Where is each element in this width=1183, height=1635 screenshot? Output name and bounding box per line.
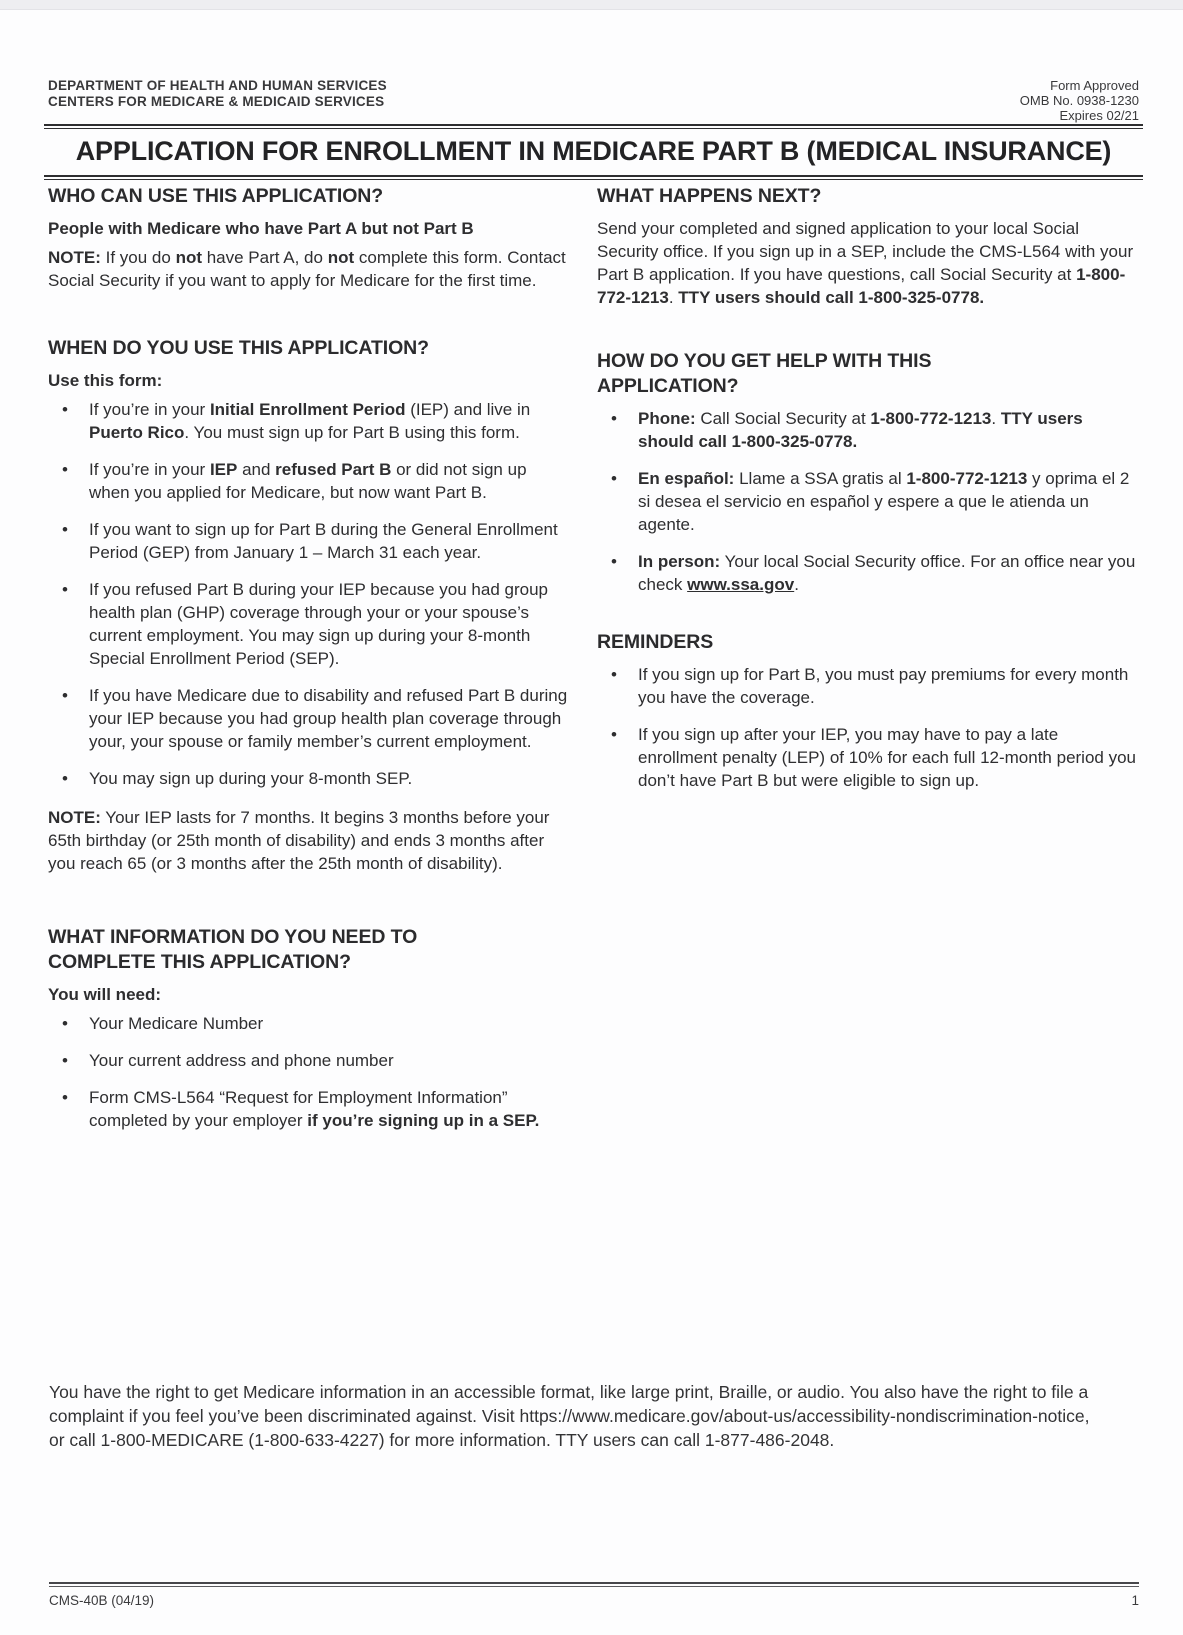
reminders-bullet-list (597, 663, 1141, 792)
section-help (597, 349, 1141, 596)
section-reminders (597, 630, 1141, 792)
right-column (597, 184, 1141, 1146)
bullet-item: • If you refused Part B during your IEP because you had group health plan (GHP) coverage through your or your spouse’s current employment. You may sign up during your 8-month Special Enrollment Period (SEP). (48, 578, 570, 670)
when-note-paragraph: NOTE: Your IEP lasts for 7 months. It begins 3 months before your 65th birthday (or 25th month of disability) and ends 3 months after you reach 65 (or 3 months after the 25th month of disability). (48, 808, 550, 873)
agency-line-1: DEPARTMENT OF HEALTH AND HUMAN SERVICES (48, 78, 387, 93)
who-note-paragraph: NOTE: If you do not have Part A, do not complete this form. Contact Social Security if you want to apply for Medicare for the first time. (48, 248, 566, 290)
title-band (44, 124, 1143, 180)
page-number: 1 (1131, 1593, 1139, 1608)
section-heading-reminders: REMINDERS (597, 631, 714, 653)
agency-block (48, 78, 387, 110)
omb-number-line: OMB No. 0938-1230 (1019, 93, 1139, 108)
help-bullet-list (597, 407, 1141, 596)
agency-line-2: CENTERS FOR MEDICARE & MEDICAID SERVICES (48, 94, 385, 109)
when-bullet-list (48, 398, 570, 790)
bullet-item: • In person: Your local Social Security office. For an office near you check www.ssa.gov. (597, 550, 1141, 596)
footer-row (49, 1593, 1139, 1608)
form-approved-line: Form Approved (1050, 78, 1139, 93)
title-rule-top (44, 124, 1143, 129)
bullet-item: • If you’re in your Initial Enrollment Period (IEP) and live in Puerto Rico. You must sign up for Part B using this form. (48, 398, 570, 444)
title-rule-bottom (44, 175, 1143, 180)
bullet-item: • Form CMS-L564 “Request for Employment Information” completed by your employer if you’re signing up in a SEP. (48, 1086, 570, 1132)
section-heading-help: HOW DO YOU GET HELP WITH THIS APPLICATION? (597, 350, 932, 397)
expires-line: Expires 02/21 (1059, 108, 1139, 123)
approval-block (1020, 78, 1139, 123)
bullet-item: • Your Medicare Number (48, 1012, 570, 1035)
section-when (48, 336, 570, 875)
bullet-item: • Your current address and phone number (48, 1049, 570, 1072)
footer-rule (49, 1582, 1139, 1587)
scanner-edge (0, 0, 1183, 10)
info-bullet-list (48, 1012, 570, 1132)
next-body-paragraph: Send your completed and signed application to your local Social Security office. If you sign up in a SEP, include the CMS-L564 with your Part B application. If you have questions, call Social Security at 1-800-772-1213. TTY users should call 1-800-325-0778. (597, 219, 1134, 307)
section-heading-when: WHEN DO YOU USE THIS APPLICATION? (48, 337, 429, 359)
bullet-item: • You may sign up during your 8-month SEP. (48, 767, 570, 790)
section-heading-info: WHAT INFORMATION DO YOU NEED TO COMPLETE THIS APPLICATION? (48, 926, 418, 973)
left-column (48, 184, 570, 1146)
columns (48, 184, 1141, 1146)
page-title: APPLICATION FOR ENROLLMENT IN MEDICARE PART B (MEDICAL INSURANCE) (75, 136, 1112, 166)
section-info (48, 925, 570, 1132)
bullet-item: • En español: Llame a SSA gratis al 1-800-772-1213 y oprima el 2 si desea el servicio en español y espere a que le atienda un agente. (597, 467, 1141, 536)
bullet-item: • If you sign up after your IEP, you may have to pay a late enrollment penalty (LEP) of 10% for each full 12-month period you don’t have Part B but were eligible to sign up. (597, 723, 1141, 792)
section-heading-who: WHO CAN USE THIS APPLICATION? (48, 185, 384, 207)
header-row (48, 78, 1139, 123)
accessibility-notice: You have the right to get Medicare information in an accessible format, like large print, Braille, or audio. You also have the right to file a complaint if you feel you’ve been discriminated against. Visit https://www.medicare.gov/about-us/accessibility-nondiscrimination-notice, or call 1-800-MEDICARE (1-800-633-4227) for more information. TTY users can call 1-877-486-2048. (49, 1382, 1090, 1450)
bullet-item: • If you want to sign up for Part B during the General Enrollment Period (GEP) from January 1 – March 31 each year. (48, 518, 570, 564)
form-number: CMS-40B (04/19) (49, 1593, 155, 1608)
info-lead: You will need: (48, 985, 162, 1004)
bullet-item: • If you sign up for Part B, you must pay premiums for every month you have the coverage. (597, 663, 1141, 709)
bullet-item: • Phone: Call Social Security at 1-800-772-1213. TTY users should call 1-800-325-0778. (597, 407, 1141, 453)
section-what-next (597, 184, 1141, 309)
bullet-item: • If you’re in your IEP and refused Part B or did not sign up when you applied for Medicare, but now want Part B. (48, 458, 570, 504)
section-who (48, 184, 570, 292)
who-subheading: People with Medicare who have Part A but not Part B (48, 219, 474, 238)
bullet-item: • If you have Medicare due to disability and refused Part B during your IEP because you had group health plan coverage through your, your spouse or family member’s current employment. (48, 684, 570, 753)
when-lead: Use this form: (48, 371, 163, 390)
section-heading-next: WHAT HAPPENS NEXT? (597, 185, 822, 207)
